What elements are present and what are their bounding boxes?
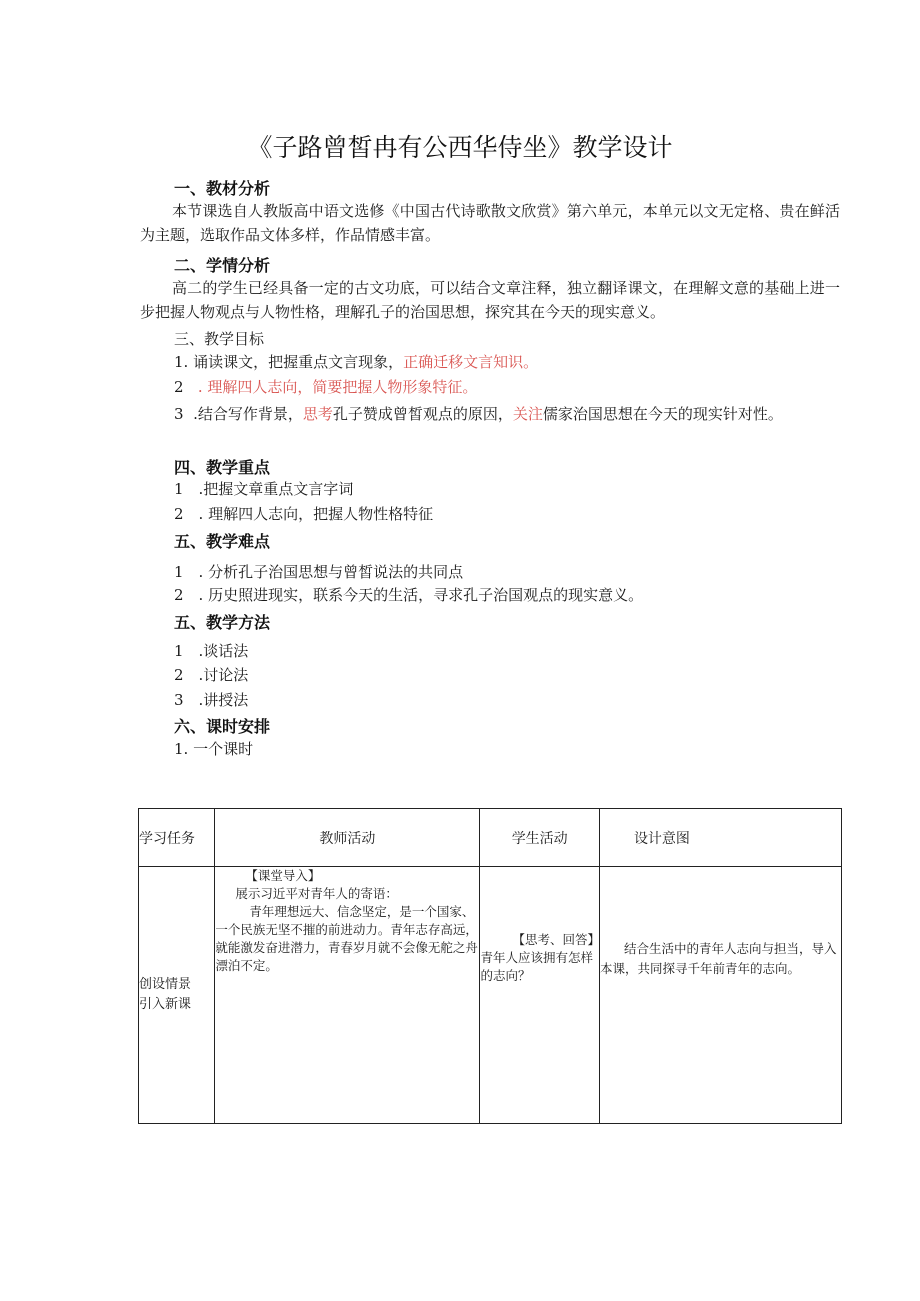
goal-1-text: 1. 诵读课文，把握重点文言现象， <box>174 353 404 371</box>
goal-3 <box>140 402 840 426</box>
task-line-2: 引入新课 <box>139 997 192 1012</box>
goal-2 <box>174 376 477 397</box>
goal-3-text-a: .结合写作背景， <box>193 405 303 423</box>
teacher-label: 【课堂导入】 <box>245 868 321 883</box>
section-heading-keypoints: 四、教学重点 <box>174 458 271 477</box>
cell-student <box>480 867 600 1124</box>
header-teacher: 教师活动 <box>215 809 480 867</box>
goal-3-text-c: 儒家治国思想在今天的现实针对性。 <box>542 405 783 423</box>
keypoint-2: 2 . 理解四人志向，把握人物性格特征 <box>174 505 434 523</box>
goal-2-highlight: . 理解四人志向，简要把握人物形象特征。 <box>197 378 478 396</box>
cell-task <box>139 867 215 1124</box>
goal-3-number: 3 <box>174 405 184 423</box>
students-text: 高二的学生已经具备一定的古文功底，可以结合文章注释，独立翻译课文，在理解文意的基础上进一步把握人物观点与人物性格，理解孔子的治国思想，探究其在今天的现实意义。 <box>140 279 840 321</box>
teacher-quote: 青年理想远大、信念坚定，是一个国家、一个民族无坚不摧的前进动力。青年志存高远，就能激发奋进潜力，青春岁月就不会像无舵之舟漂泊不定。 <box>215 904 478 973</box>
page-title: 《子路曾皙冉有公西华侍坐》教学设计 <box>247 133 673 162</box>
section-heading-schedule: 六、课时安排 <box>174 717 271 736</box>
goal-1-highlight: 正确迁移文言知识。 <box>403 353 539 371</box>
method-3: 3 .讲授法 <box>174 691 249 709</box>
section-heading-materials: 一、教材分析 <box>174 179 271 198</box>
header-task: 学习任务 <box>139 809 215 867</box>
table-header-row <box>139 809 842 867</box>
method-2: 2 .讨论法 <box>174 666 249 684</box>
cell-intent <box>599 867 841 1124</box>
intent-text: 结合生活中的青年人志向与担当，导入本课，共同探寻千年前青年的志向。 <box>599 941 837 976</box>
student-text: 青年人应该拥有怎样的志向？ <box>480 950 593 983</box>
goal-2-number: 2 <box>174 378 184 396</box>
lesson-plan-table <box>138 808 842 1124</box>
goal-3-text-b: 孔子赞成曾皙观点的原因， <box>332 405 513 423</box>
schedule-1: 1. 一个课时 <box>174 740 254 758</box>
goal-3-highlight-focus: 关注 <box>512 405 543 423</box>
cell-teacher <box>215 867 480 1124</box>
materials-text: 本节课选自人教版高中语文选修《中国古代诗歌散文欣赏》第六单元，本单元以文无定格、贵在鲜活为主题，选取作品文体多样，作品情感丰富。 <box>140 202 840 244</box>
keypoint-1: 1 .把握文章重点文言字词 <box>174 480 354 498</box>
goal-3-highlight-think: 思考 <box>302 405 333 423</box>
table-row <box>139 867 842 1124</box>
student-label: 【思考、回答】 <box>512 932 600 947</box>
section-heading-methods: 五、教学方法 <box>174 613 271 632</box>
method-1: 1 .谈话法 <box>174 642 249 660</box>
goal-1 <box>174 351 538 372</box>
header-student: 学生活动 <box>480 809 600 867</box>
section-heading-goals: 三、教学目标 <box>174 330 265 348</box>
section-heading-difficulties: 五、教学难点 <box>174 532 271 551</box>
difficulty-2: 2 . 历史照进现实，联系今天的生活，寻求孔子治国观点的现实意义。 <box>174 586 644 604</box>
task-line-1: 创设情景 <box>139 977 192 992</box>
teacher-intro: 展示习近平对青年人的寄语： <box>235 886 398 901</box>
difficulty-1: 1 . 分析孔子治国思想与曾皙说法的共同点 <box>174 563 464 581</box>
header-intent: 设计意图 <box>599 809 841 867</box>
section-heading-students: 二、学情分析 <box>174 256 271 275</box>
